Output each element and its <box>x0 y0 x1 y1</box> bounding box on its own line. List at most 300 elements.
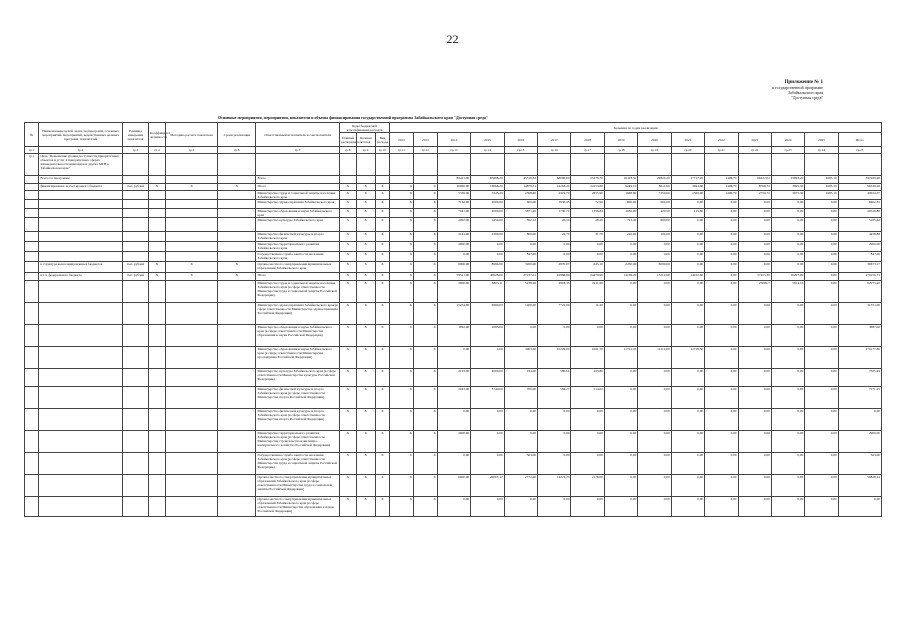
cell-method <box>165 387 218 409</box>
table-row <box>25 325 882 347</box>
cell-term <box>218 242 256 252</box>
cell-name <box>39 325 123 347</box>
cell-unit <box>122 209 148 218</box>
cell-name <box>39 475 123 497</box>
cell-name <box>39 497 123 517</box>
cell-value: X <box>413 347 437 369</box>
cell-value: 0,00 <box>771 325 804 347</box>
cell-budget-code: X <box>340 369 357 387</box>
cell-value: X <box>390 325 414 347</box>
cell-value: 0,00 <box>571 497 604 517</box>
cell-value: 1685,10 <box>805 184 838 191</box>
cell-term <box>218 281 256 303</box>
cell-value: 0,00 <box>738 262 771 273</box>
cell-value: 0,00 <box>571 453 604 475</box>
cell-value: 0,00 <box>471 347 504 369</box>
appendix-title: Приложение № 1 <box>784 80 823 85</box>
appendix-line-2: Забайкальского края <box>788 90 823 95</box>
table-row <box>25 200 882 209</box>
cell-term <box>218 387 256 409</box>
cell-term <box>218 409 256 431</box>
cell-budget-code: X <box>356 387 375 409</box>
cell-budget-code: X <box>356 431 375 453</box>
cell-value: 25278,70 <box>571 176 604 184</box>
cell-name <box>39 209 123 218</box>
cell-budget-code: X <box>356 325 375 347</box>
cell-value: 0,00 <box>738 252 771 262</box>
cell-value: 0,00 <box>705 409 738 431</box>
cell-value: 24479,90 <box>571 273 604 281</box>
cell-value: 584,27 <box>538 387 571 409</box>
cell-coef <box>149 387 166 409</box>
column-number: гр.9 <box>356 147 375 154</box>
cell-name <box>39 200 123 209</box>
table-row <box>25 232 882 242</box>
cell-value: X <box>390 209 414 218</box>
cell-term: X <box>218 262 256 273</box>
cell-num <box>25 497 39 517</box>
cell-value: 100,00 <box>638 232 671 242</box>
table-row <box>25 369 882 387</box>
cell-value: 0,00 <box>805 209 838 218</box>
cell-value: 24153,80 <box>571 184 604 191</box>
cell-value: 1730,72 <box>538 209 571 218</box>
cell-value: 1092,00 <box>437 325 470 347</box>
cell-value <box>390 176 414 184</box>
table-row <box>25 281 882 303</box>
column-numbers-row <box>25 147 882 154</box>
cell-value: 0,00 <box>738 387 771 409</box>
cell-value: 0,00 <box>604 387 637 409</box>
cell-value: X <box>390 273 414 281</box>
cell-unit <box>122 303 148 325</box>
header-year: 2015 <box>471 133 504 147</box>
cell-value: 3871,20 <box>504 209 537 218</box>
cell-coef <box>149 176 166 184</box>
cell-value: 0,00 <box>705 475 738 497</box>
cell-value: 0,00 <box>604 252 637 262</box>
cell-value: 0,00 <box>805 453 838 475</box>
cell-value: 0,00 <box>538 497 571 517</box>
cell-name <box>39 431 123 453</box>
cell-value: 0,00 <box>471 453 504 475</box>
cell-method <box>165 242 218 252</box>
cell-value: 3740,00 <box>471 387 504 409</box>
header-year: 2012 <box>390 133 414 147</box>
cell-value: 0,00 <box>504 242 537 252</box>
cell-value: 0,00 <box>805 431 838 453</box>
cell-value: 514,02 <box>571 387 604 409</box>
cell-value: X <box>390 475 414 497</box>
cell-value: 0,00 <box>805 369 838 387</box>
column-number: гр.3 <box>122 147 148 154</box>
cell-coef <box>149 303 166 325</box>
cell-value: 2250,00 <box>604 262 637 273</box>
cell-name <box>39 242 123 252</box>
cell-unit: тыс. рублей <box>122 273 148 281</box>
table-row <box>25 431 882 453</box>
cell-value: X <box>413 232 437 242</box>
cell-value: 900,00 <box>638 200 671 209</box>
cell-value: 2900,00 <box>437 431 470 453</box>
table-row <box>25 453 882 475</box>
cell-value: 125,60 <box>671 209 704 218</box>
cell-value: 7162,00 <box>437 200 470 209</box>
cell-value: X <box>390 409 414 431</box>
cell-method <box>165 431 218 453</box>
cell-method <box>165 218 218 232</box>
cell-budget-code: X <box>375 242 389 252</box>
cell-budget-code: X <box>375 252 389 262</box>
cell-budget-code: X <box>375 200 389 209</box>
cell-term <box>218 453 256 475</box>
cell-value: 0,00 <box>471 252 504 262</box>
cell-term <box>218 475 256 497</box>
cell-name: Всего по программе: <box>39 176 123 184</box>
cell-value: 0,00 <box>771 453 804 475</box>
cell-coef <box>149 347 166 369</box>
cell-value: 0,00 <box>504 325 537 347</box>
cell-value: 0,00 <box>805 262 838 273</box>
cell-value: 24163,24 <box>538 184 571 191</box>
cell-responsible: Министерство территориального развития Забайкальского края (в сфере ответственности Министерства строительства и жилищно-коммунального хозяйства Российской Федерации) <box>256 431 340 453</box>
cell-value: 0,00 <box>538 409 571 431</box>
cell-value: 0,00 <box>604 409 637 431</box>
cell-num <box>25 475 39 497</box>
cell-value: 28,20 <box>571 218 604 232</box>
header-budget-code-2: Целевая статья <box>356 133 375 147</box>
cell-value: 2000,00 <box>471 200 504 209</box>
cell-value: X <box>390 347 414 369</box>
cell-value: 1685,10 <box>805 176 838 184</box>
cell-value: 1450,00 <box>471 218 504 232</box>
cell-budget-code: X <box>340 453 357 475</box>
cell-value: 0,00 <box>571 252 604 262</box>
cell-value: 0,00 <box>638 431 671 453</box>
cell-value: X <box>390 200 414 209</box>
cell-value: 0,00 <box>805 387 838 409</box>
cell-unit: тыс. рублей <box>122 184 148 191</box>
cell-budget-code: X <box>356 281 375 303</box>
cell-value: 0,00 <box>705 218 738 232</box>
cell-value: 25009,7 <box>738 281 771 303</box>
cell-total: 2900,00 <box>838 242 881 252</box>
cell-responsible: Министерство культуры Забайкальского края (в сфере ответственности Министерства культуры Российской Федерации) <box>256 369 340 387</box>
header-year: 2020 <box>638 133 671 147</box>
cell-value: 0,00 <box>638 242 671 252</box>
cell-value: 0,00 <box>471 431 504 453</box>
cell-coef <box>149 252 166 262</box>
cell-budget-code: X <box>356 409 375 431</box>
cell-value: 0,00 <box>437 497 470 517</box>
header-year: 2018 <box>571 133 604 147</box>
column-number: гр.4 <box>149 147 166 154</box>
cell-budget-code <box>356 176 375 184</box>
cell-value: 6900,00 <box>437 475 470 497</box>
cell-responsible: Государственная служба занятости населения Забайкальского края <box>256 252 340 262</box>
column-number: гр.1 <box>25 147 39 154</box>
cell-name: финансирование за счет краевого бюджета <box>39 184 123 191</box>
header-budget-code-1: Главный распорядитель <box>340 133 357 147</box>
cell-value: 0,00 <box>671 218 704 232</box>
cell-unit <box>122 431 148 453</box>
cell-value: 645,10 <box>571 262 604 273</box>
header-year: 2013 <box>413 133 437 147</box>
cell-coef: X <box>149 184 166 191</box>
cell-value: 3695,30 <box>771 184 804 191</box>
table-row <box>25 218 882 232</box>
cell-total: 0,00 <box>838 409 881 431</box>
cell-responsible: Органы местного самоуправления муниципальных образований Забайкальского края <box>256 262 340 273</box>
cell-total: 56828,24 <box>838 475 881 497</box>
cell-budget-code: X <box>340 184 357 191</box>
cell-value: 0,00 <box>771 252 804 262</box>
cell-value: X <box>390 281 414 303</box>
cell-value: 0,00 <box>671 262 704 273</box>
cell-responsible: Министерство территориального развития Забайкальского края <box>256 242 340 252</box>
cell-method <box>165 176 218 184</box>
cell-num <box>25 387 39 409</box>
cell-unit <box>122 252 148 262</box>
cell-value: X <box>413 262 437 273</box>
cell-budget-code: X <box>356 369 375 387</box>
header-total: Итого <box>838 133 881 147</box>
cell-num <box>25 369 39 387</box>
cell-total: 30673,17 <box>838 262 881 273</box>
cell-value: 0,00 <box>738 303 771 325</box>
cell-value: 900,00 <box>638 218 671 232</box>
cell-value: 72,90 <box>571 200 604 209</box>
cell-value: 0,00 <box>738 200 771 209</box>
cell-coef: X <box>149 273 166 281</box>
cell-value: 0,00 <box>638 369 671 387</box>
cell-budget-code: X <box>356 347 375 369</box>
cell-method <box>165 191 218 200</box>
cell-total: 563,00 <box>838 453 881 475</box>
cell-value: X <box>390 184 414 191</box>
cell-value: X <box>413 475 437 497</box>
cell-value: 1406,70 <box>705 176 738 184</box>
cell-value: 1668,80 <box>604 191 637 200</box>
cell-budget-code: X <box>375 262 389 273</box>
cell-value: 0,00 <box>671 409 704 431</box>
cell-budget-code: X <box>375 191 389 200</box>
cell-budget-code: X <box>340 200 357 209</box>
cell-value: 0,00 <box>771 303 804 325</box>
table-row <box>25 262 882 273</box>
cell-value: 443,86 <box>571 369 604 387</box>
cell-value: 7722,00 <box>538 303 571 325</box>
cell-responsible: Министерство труда и социальной защиты населения Забайкальского края (в сфере ответственности Министерства труда и социальной защиты Российской Федерации) <box>256 281 340 303</box>
cell-budget-code: X <box>340 431 357 453</box>
cell-value: 0,00 <box>705 369 738 387</box>
cell-responsible: Министерство физической культуры и спорта Забайкальского края (в сфере ответственности Министерства спорта Российской Федерации) <box>256 387 340 409</box>
cell-value: 14169,20 <box>604 273 637 281</box>
cell-budget-code: X <box>356 453 375 475</box>
cell-budget-code: X <box>375 303 389 325</box>
cell-value: X <box>413 431 437 453</box>
cell-value: 4000,00 <box>471 369 504 387</box>
column-number: гр.2 <box>39 147 123 154</box>
cell-budget-code: X <box>375 347 389 369</box>
cell-total: 2900,00 <box>838 431 881 453</box>
table-row <box>25 475 882 497</box>
header-responsible: Ответственный исполнитель и соисполнители <box>256 123 340 147</box>
cell-num <box>25 347 39 369</box>
cell-value: 0,00 <box>805 475 838 497</box>
cell-budget-code: X <box>356 497 375 517</box>
cell-method: X <box>165 262 218 273</box>
cell-value: 68000,00 <box>538 176 571 184</box>
cell-value: 0,00 <box>538 431 571 453</box>
cell-total: 8402,35 <box>838 200 881 209</box>
cell-value: 0,00 <box>571 325 604 347</box>
cell-value: 0,00 <box>604 325 637 347</box>
cell-coef <box>149 242 166 252</box>
cell-name <box>39 191 123 200</box>
cell-value: 5238,00 <box>504 281 537 303</box>
cell-value: 11741,20 <box>604 347 637 369</box>
cell-value: 0,00 <box>571 242 604 252</box>
header-unit: Единица измерения показателя <box>122 123 148 147</box>
cell-value: 20000,00 <box>437 184 470 191</box>
cell-value: X <box>390 252 414 262</box>
cell-name <box>39 303 123 325</box>
cell-value: X <box>390 453 414 475</box>
cell-value: 0,00 <box>705 347 738 369</box>
cell-value: 0,00 <box>504 431 537 453</box>
header-name: Наименование целей, задач, подпрограмм, основных мероприятий, мероприятий, ведомственных целевых программ, показателей <box>39 123 123 147</box>
cell-term <box>218 191 256 200</box>
header-year: 2025 <box>805 133 838 147</box>
column-number: гр.12 <box>413 147 437 154</box>
cell-budget-code: X <box>375 184 389 191</box>
cell-coef <box>149 453 166 475</box>
cell-value: 723,40 <box>604 218 637 232</box>
cell-budget-code: X <box>375 209 389 218</box>
cell-value: 0,00 <box>738 325 771 347</box>
cell-budget-code: X <box>375 387 389 409</box>
cell-responsible: Государственная служба занятости населения Забайкальского края (в сфере ответственности Министерства труда и социальной защиты Российской Федерации) <box>256 453 340 475</box>
cell-coef <box>149 281 166 303</box>
column-number: гр.8 <box>340 147 357 154</box>
cell-value: 0,00 <box>771 431 804 453</box>
cell-value: 11512,60 <box>638 347 671 369</box>
cell-value: 0,00 <box>671 369 704 387</box>
cell-term <box>218 209 256 218</box>
cell-value: 600,00 <box>604 200 637 209</box>
cell-responsible: Органы местного самоуправления муниципальных образований Забайкальского края (в сфере ответственности Министерства труда и социальной защиты Российской Федерации) <box>256 475 340 497</box>
cell-total: 4458,88 <box>838 232 881 242</box>
cell-unit <box>122 176 148 184</box>
cell-responsible: Министерство физической культуры и спорта Забайкальского края <box>256 232 340 242</box>
program-table <box>24 122 882 517</box>
cell-value: 0,00 <box>805 232 838 242</box>
cell-method <box>165 325 218 347</box>
column-number: гр.17 <box>571 147 604 154</box>
cell-value: 1061,70 <box>571 347 604 369</box>
cell-value: 2178,00 <box>571 475 604 497</box>
cell-budget-code: X <box>375 497 389 517</box>
cell-budget-code: X <box>356 475 375 497</box>
cell-value: 0,00 <box>538 242 571 252</box>
cell-method <box>165 409 218 431</box>
cell-value: 15234,00 <box>437 303 470 325</box>
cell-budget-code: X <box>340 325 357 347</box>
table-row <box>25 209 882 218</box>
cell-value: X <box>413 242 437 252</box>
cell-total: 7505,94 <box>838 369 881 387</box>
cell-value: X <box>390 218 414 232</box>
cell-budget-code: X <box>375 273 389 281</box>
cell-num <box>25 232 39 242</box>
cell-value: 0,00 <box>638 252 671 262</box>
cell-responsible: Итого <box>256 273 340 281</box>
cell-value: 29824,20 <box>638 176 671 184</box>
cell-value: 40628,00 <box>471 273 504 281</box>
cell-budget-code: X <box>340 347 357 369</box>
cell-budget-code <box>375 176 389 184</box>
cell-method <box>165 453 218 475</box>
cell-budget-code: X <box>340 191 357 200</box>
cell-value: 1406,70 <box>705 184 738 191</box>
cell-responsible: Министерство труда и социальной защиты населения Забайкальского края <box>256 191 340 200</box>
cell-value: 3345,29 <box>471 191 504 200</box>
cell-value: 6900,00 <box>437 262 470 273</box>
cell-budget-code: X <box>375 369 389 387</box>
cell-value: 0,00 <box>805 325 838 347</box>
appendix-header <box>0 80 823 100</box>
cell-value: 59521,90 <box>437 273 470 281</box>
table-row <box>25 191 882 200</box>
cell-value: 0,00 <box>671 200 704 209</box>
cell-value: 0,00 <box>671 453 704 475</box>
cell-unit <box>122 325 148 347</box>
cell-value: 2772,00 <box>504 475 537 497</box>
cell-value: 0,00 <box>671 325 704 347</box>
cell-value: 2750,72 <box>738 191 771 200</box>
cell-value: 2870,07 <box>538 262 571 273</box>
cell-value: 1030,00 <box>604 209 637 218</box>
cell-method <box>165 475 218 497</box>
cell-unit <box>122 200 148 209</box>
cell-value: 0,00 <box>771 262 804 273</box>
cell-budget-code: X <box>375 232 389 242</box>
cell-coef <box>149 191 166 200</box>
cell-value: 14221,25 <box>538 475 571 497</box>
cell-total: 270159,73 <box>838 273 881 281</box>
cell-value: 1406,70 <box>705 191 738 200</box>
cell-value: 0,00 <box>671 431 704 453</box>
cell-unit <box>122 369 148 387</box>
cell-budget-code: X <box>375 409 389 431</box>
cell-num <box>25 218 39 232</box>
cell-value: 9249,10 <box>604 184 637 191</box>
cell-value: X <box>390 431 414 453</box>
cell-value: 16418,50 <box>604 176 637 184</box>
cell-value: 66222,02 <box>738 176 771 184</box>
cell-term <box>218 325 256 347</box>
column-number: гр.7 <box>256 147 340 154</box>
cell-value: X <box>413 369 437 387</box>
cell-total: 40024,37 <box>838 191 881 200</box>
column-number: гр.20 <box>671 147 704 154</box>
cell-value: 0,00 <box>671 281 704 303</box>
cell-value: 0,00 <box>671 387 704 409</box>
cell-value: 0,00 <box>738 242 771 252</box>
cell-total: 3087,00 <box>838 325 881 347</box>
table-row <box>25 303 882 325</box>
